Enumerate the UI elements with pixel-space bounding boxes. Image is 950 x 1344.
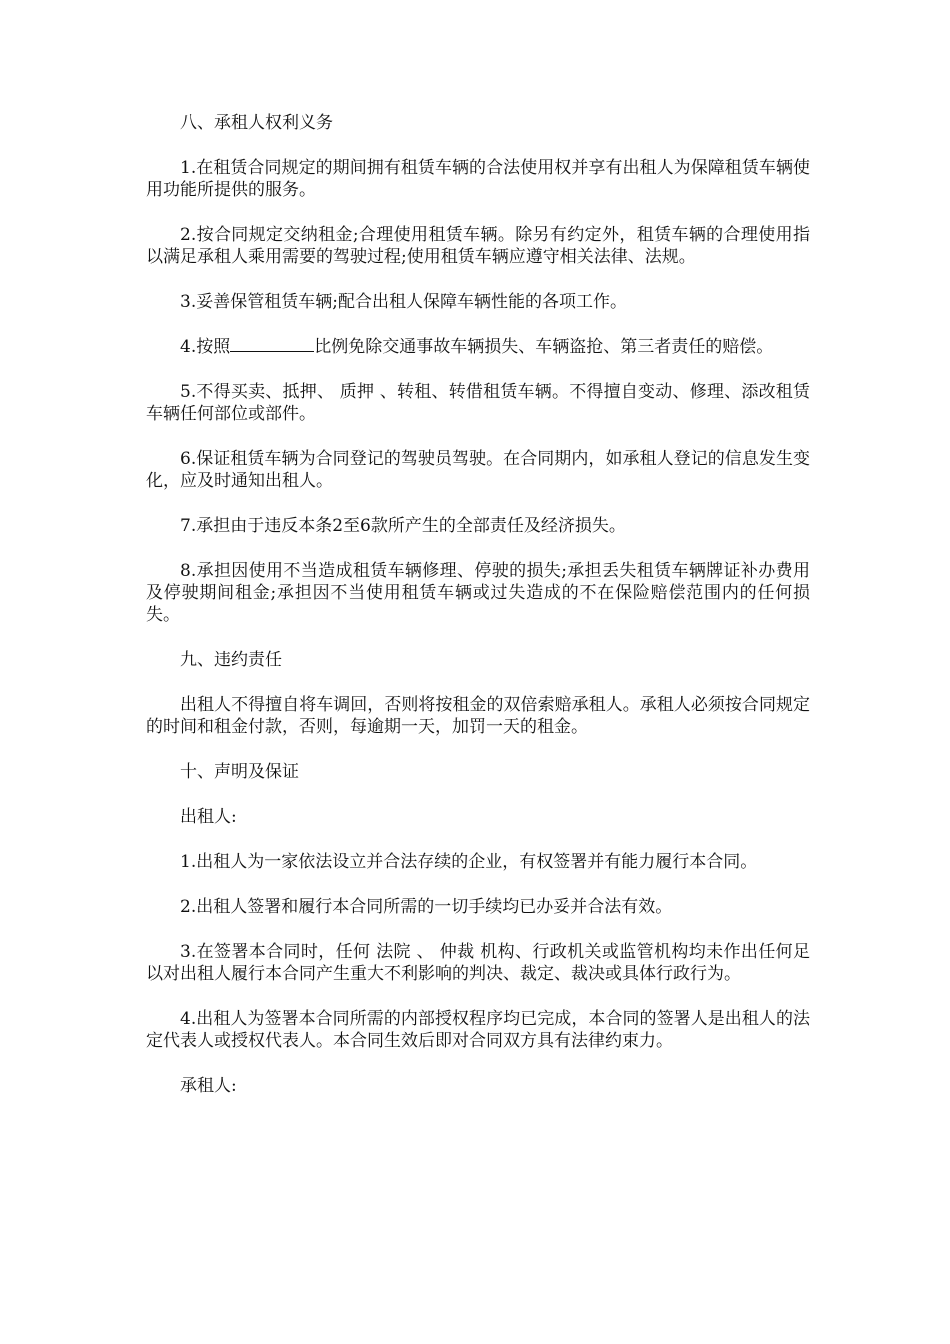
section-8-item-8: 8.承担因使用不当造成租赁车辆修理、停驶的损失;承担丢失租赁车辆牌证补办费用及停驶期间租金;承担因不当使用租赁车辆或过失造成的不在保险赔偿范围内的任何损失。	[146, 561, 810, 625]
section-8-item-5: 5.不得买卖、抵押、 质押 、转租、转借租赁车辆。不得擅自变动、修理、添改租赁车辆任何部位或部件。	[146, 382, 810, 424]
section-8-heading: 八、承租人权利义务	[180, 113, 333, 133]
section-10-heading: 十、声明及保证	[180, 762, 299, 782]
section-9-heading: 九、违约责任	[180, 650, 282, 670]
fill-in-blank-line	[230, 337, 314, 352]
section-8-item-2: 2.按合同规定交纳租金;合理使用租赁车辆。除另有约定外，租赁车辆的合理使用指以满足承租人乘用需要的驾驶过程;使用租赁车辆应遵守相关法律、法规。	[146, 225, 810, 267]
lessor-item-3: 3.在签署本合同时，任何 法院 、 仲裁 机构、行政机关或监管机构均未作出任何足以对出租人履行本合同产生重大不利影响的判决、裁定、裁决或具体行政行为。	[146, 942, 810, 984]
lessee-label: 承租人:	[180, 1076, 237, 1096]
section-8-item-7: 7.承担由于违反本条2至6款所产生的全部责任及经济损失。	[180, 516, 626, 536]
lessor-item-2: 2.出租人签署和履行本合同所需的一切手续均已办妥并合法有效。	[180, 897, 673, 917]
section-8-item-4	[146, 336, 810, 358]
lessor-label: 出租人:	[180, 807, 237, 827]
section-9-body: 出租人不得擅自将车调回，否则将按租金的双倍索赔承租人。承租人必须按合同规定的时间和租金付款，否则，每逾期一天，加罚一天的租金。	[146, 695, 810, 737]
item-4-suffix: 比例免除交通事故车辆损失、车辆盗抢、第三者责任的赔偿。	[314, 337, 774, 357]
section-8-item-6: 6.保证租赁车辆为合同登记的驾驶员驾驶。在合同期内，如承租人登记的信息发生变化，应及时通知出租人。	[146, 449, 810, 491]
lessor-item-4: 4.出租人为签署本合同所需的内部授权程序均已完成，本合同的签署人是出租人的法定代表人或授权代表人。本合同生效后即对合同双方具有法律约束力。	[146, 1009, 810, 1051]
section-8-item-1: 1.在租赁合同规定的期间拥有租赁车辆的合法使用权并享有出租人为保障租赁车辆使用功能所提供的服务。	[146, 158, 810, 200]
document-body	[146, 112, 810, 1120]
section-8-item-3: 3.妥善保管租赁车辆;配合出租人保障车辆性能的各项工作。	[180, 292, 627, 312]
lessor-item-1: 1.出租人为一家依法设立并合法存续的企业，有权签署并有能力履行本合同。	[180, 852, 758, 872]
item-4-prefix: 4.按照	[180, 337, 231, 357]
